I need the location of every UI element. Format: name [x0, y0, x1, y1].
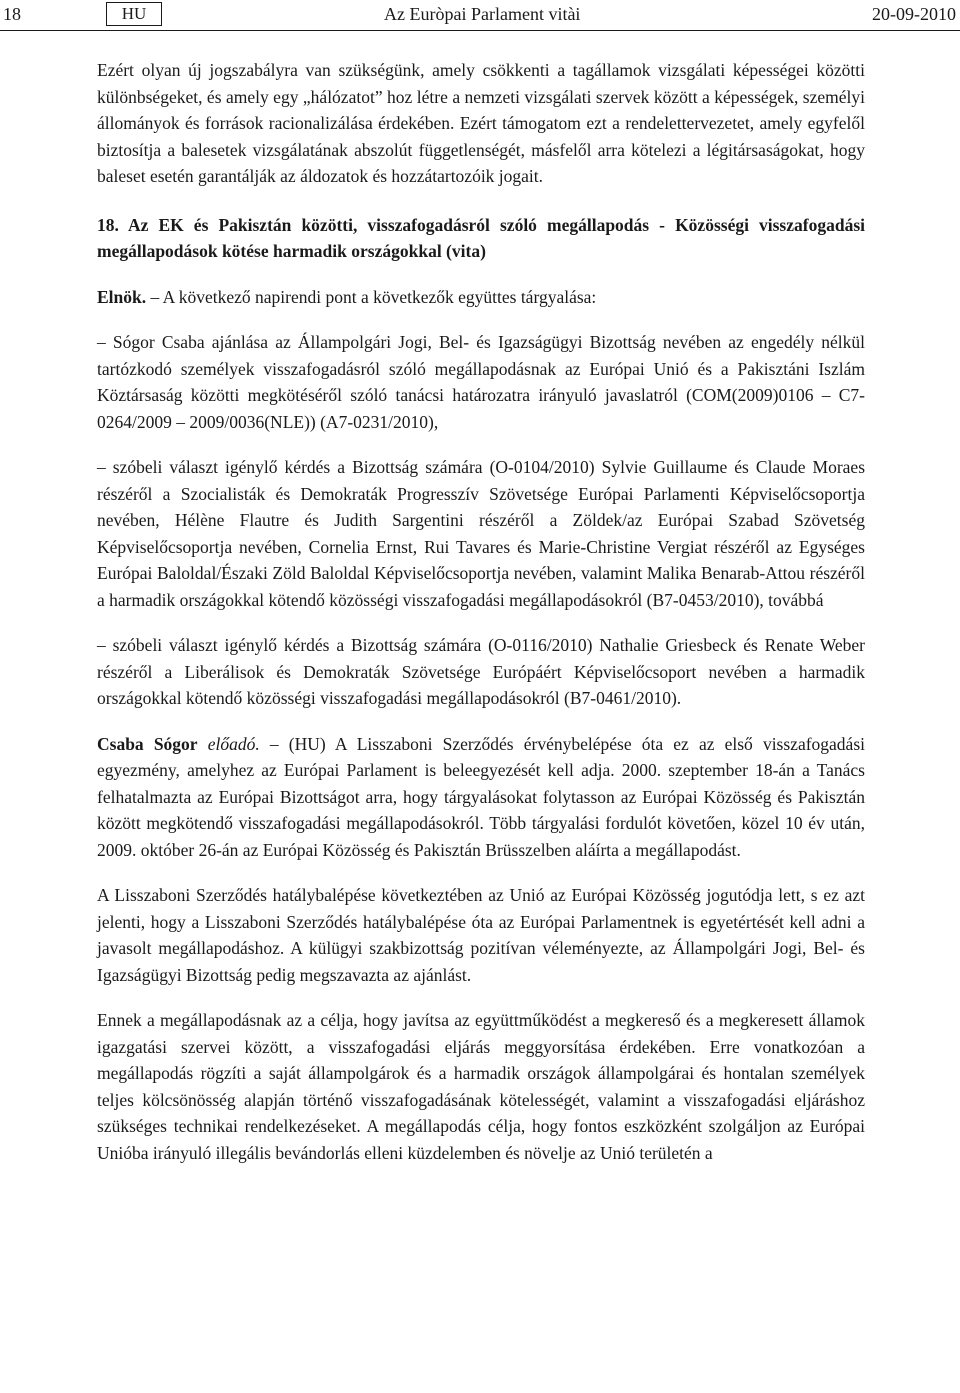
president-text: – A következő napirendi pont a következők együttes tárgyalása: — [146, 286, 597, 307]
paragraph-lisbon: A Lisszaboni Szerződés hatálybalépése következtében az Unió az Európai Közösség jogutódja lett, s ez azt jelenti, hogy a Lisszaboni Szerződés hatálybalépése óta az Európai Parlamentnek is egyetértését kell adni a javasolt megállapodáshoz. A külügyi szakbizottság pozitívan véleményezte, az Állampolgári Jogi, Bel- és Igazságügyi Bizottság pedig megszavazta az ajánlást. — [97, 885, 865, 985]
president-statement — [97, 284, 865, 311]
speaker-statement — [97, 731, 865, 864]
speaker-text: – (HU) A Lisszaboni Szerződés érvénybelépése óta ez az első visszafogadási egyezmény, amelyhez az Európai Parlament is beleegyezését kell adja. 2000. szeptember 18-án a Tanács felhatalmazta az Európai Bizottságot arra, hogy tárgyalásokat folytasson az Európai Közösség és Pakisztán között megkötendő visszafogadási megállapodásokról. Több tárgyalási fordulót követően, közel 10 év után, 2009. október 26-án az Európai Közösség és Pakisztán Brüsszelben aláírta a megállapodást. — [97, 733, 866, 860]
publication-title: Az Euròpai Parlament vitài — [384, 4, 581, 24]
header-rule — [0, 30, 960, 31]
agenda-item-3: – szóbeli választ igénylő kérdés a Bizottság számára (O-0116/2010) Nathalie Griesbeck és Renate Weber részéről a Liberálisok és Demokraták Szövetsége Európáért Képviselőcsoport nevében a harmadik országokkal kötendő közösségi visszafogadási megállapodásokról (B7-0461/2010). — [97, 635, 865, 708]
speaker-role: előadó. — [207, 733, 260, 754]
language-badge: HU — [106, 2, 162, 26]
page-header — [0, 0, 960, 36]
agenda-item-1: – Sógor Csaba ajánlása az Állampolgári Jogi, Bel- és Igazságügyi Bizottság nevében az engedély nélkül tartózkodó személyek visszafogadásról szóló megállapodásnak az Európai Unió és a Pakisztáni Iszlám Köztársaság közötti megkötéséről szóló tanácsi határozatra irányuló javaslatról (COM(2009)0106 – C7-0264/2009 – 2009/0036(NLE)) (A7-0231/2010), — [97, 332, 865, 432]
speaker-name: Csaba Sógor — [97, 733, 198, 754]
publication-date: 20-09-2010 — [872, 4, 956, 24]
president-label: Elnök. — [97, 286, 147, 307]
document-body — [97, 57, 865, 1166]
section-heading: 18. Az EK és Pakisztán közötti, visszafogadásról szóló megállapodás - Közösségi visszafogadási megállapodások kötése harmadik országokkal (vita) — [97, 214, 865, 261]
agenda-item-2: – szóbeli választ igénylő kérdés a Bizottság számára (O-0104/2010) Sylvie Guillaume és Claude Moraes részéről a Szocialisták és Demokraták Progresszív Szövetsége Európai Parlamenti Képviselőcsoportja nevében, Hélène Flautre és Judith Sargentini részéről a Zöldek/az Európai Szabad Szövetség Képviselőcsoportja nevében, Cornelia Ernst, Rui Tavares és Marie-Christine Vergiat részéről az Egységes Európai Baloldal/Északi Zöld Baloldal Képviselőcsoportja nevében, valamint Malika Benarab-Attou részéről a harmadik országokkal kötendő közösségi visszafogadási megállapodásokról (B7-0453/2010), továbbá — [97, 457, 865, 610]
paragraph-goal: Ennek a megállapodásnak az a célja, hogy javítsa az együttműködést a megkereső és a megkeresett államok igazgatási szervei között, a visszafogadási eljárás meggyorsítása érdekében. Erre vonatkozóan a megállapodás rögzíti a saját állampolgárok és a harmadik országok állampolgárai és hontalan személyek teljes kölcsönösség alapján történő visszafogadásának kötelességét, valamint a visszafogadási eljáráshoz szükséges technikai rendelkezéseket. A megállapodás célja, hogy fontos eszközként szolgáljon az Európai Unióba irányuló illegális bevándorlás elleni küzdelemben és növelje az Unió területén a — [97, 1010, 865, 1163]
page-number: 18 — [3, 4, 21, 24]
paragraph-intro: Ezért olyan új jogszabályra van szükségünk, amely csökkenti a tagállamok vizsgálati képességei közötti különbségeket, és amely egy „hálózatot” hoz létre a nemzeti vizsgálati szervek között a képességek, személyi állományok és források racionalizálása érdekében. Ezért támogatom ezt a rendelettervezetet, amely egyfelől biztosítja a balesetek vizsgálatának abszolút függetlenségét, másfelől arra kötelezi a légitársaságokat, hogy baleset esetén garantálják az áldozatok és hozzátartozóik jogait. — [97, 60, 865, 186]
